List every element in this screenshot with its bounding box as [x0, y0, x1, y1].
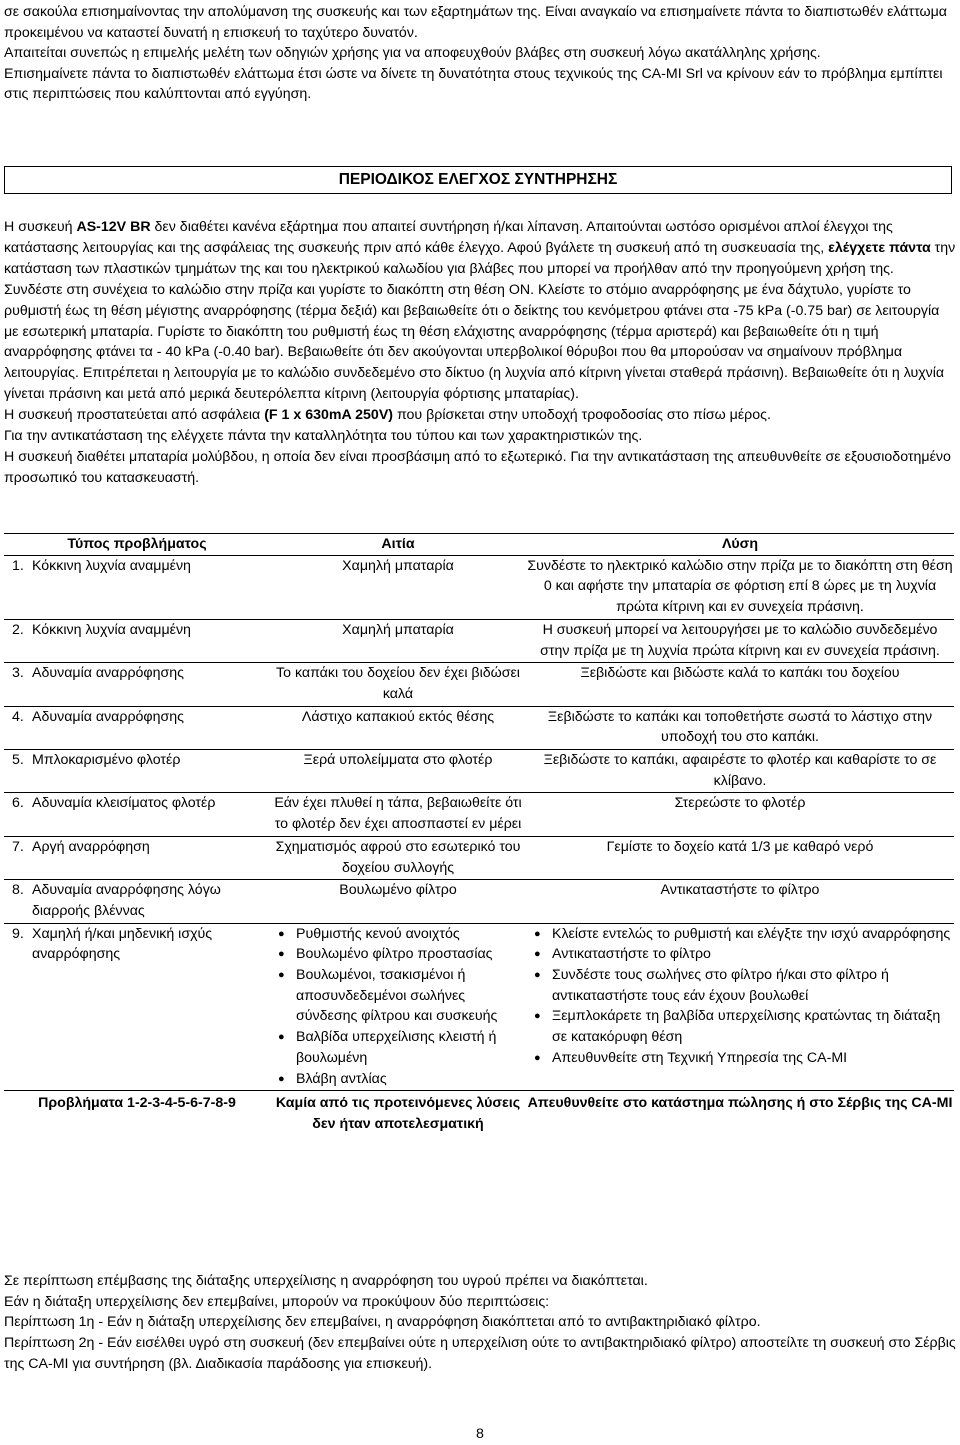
row-number: 5. — [12, 752, 24, 769]
cause-item: ● Βουλωμένο φίλτρο προστασίας — [270, 944, 526, 965]
problem-text: Αδυναμία αναρρόφησης λόγω διαρροής βλέννας — [32, 882, 221, 919]
header-problem: Τύπος προβλήματος — [4, 534, 270, 556]
outro-paragraph: Σε περίπτωση επέμβασης της διάταξης υπερχείλισης η αναρρόφηση του υγρού πρέπει να διακόπτεται. — [4, 1273, 648, 1289]
solution-item: ● Αντικαταστήστε το φίλτρο — [526, 944, 954, 965]
problem-cell — [4, 663, 270, 706]
text-span: Η συσκευή — [4, 219, 77, 235]
solution-item: ● Ξεμπλοκάρετε τη βαλβίδα υπερχείλισης κρατώντας τη διάταξη σε κατακόρυφη θέση — [526, 1006, 954, 1047]
table-row — [4, 555, 954, 619]
table-row — [4, 880, 954, 923]
problem-text: Μπλοκαρισμένο φλοτέρ — [32, 752, 181, 769]
maintenance-text — [4, 217, 956, 489]
cause-cell: Σχηματισμός αφρού στο εσωτερικό του δοχείου συλλογής — [270, 836, 526, 879]
row-number: 2. — [12, 621, 24, 638]
intro-paragraph: Επισημαίνετε πάντα το διαπιστωθέν ελάττωμα έτσι ώστε να δίνετε τη δυνατότητα στους τεχνικούς της CA-MI Srl να κρίνουν εάν το πρόβλημα εμπίπτει στις περιπτώσεις που καλύπτονται από εγγύηση. — [4, 65, 943, 102]
emphasis-text: ελέγχετε πάντα — [828, 239, 931, 256]
table-row — [4, 706, 954, 749]
cause-cell: Το καπάκι του δοχείου δεν έχει βιδώσει καλά — [270, 663, 526, 706]
solution-item: ● Κλείστε εντελώς το ρυθμιστή και ελέγξτε την ισχύ αναρρόφησης — [526, 924, 954, 945]
problem-cell — [4, 793, 270, 836]
solution-list — [526, 924, 954, 1069]
text-span: Η συσκευή προστατεύεται από ασφάλεια — [4, 407, 265, 424]
solution-cell: Αντικαταστήστε το φίλτρο — [526, 880, 954, 923]
problem-cell — [4, 836, 270, 879]
cause-item: ● Ρυθμιστής κενού ανοιχτός — [270, 924, 526, 945]
outro-paragraph: Περίπτωση 2η - Εάν εισέλθει υγρό στη συσκευή (δεν επεμβαίνει ούτε η υπερχείλιση ούτε το αντιβακτηριδιακό φίλτρο) αποστείλτε τη συσκευή στο Σέρβις της CA-MI για συντήρηση (βλ. Διαδικασία παράδοσης για επισκευή). — [4, 1335, 956, 1372]
problem-cell: Προβλήματα 1-2-3-4-5-6-7-8-9 — [38, 1095, 236, 1112]
solution-item: ● Απευθυνθείτε στη Τεχνική Υπηρεσία της CA-MI — [526, 1048, 954, 1069]
outro-paragraph: Περίπτωση 1η - Εάν η διάταξη υπερχείλισης δεν επεμβαίνει, η αναρρόφηση διακόπτεται από το αντιβακτηριδιακό φίλτρο. — [4, 1314, 761, 1331]
cause-cell: Λάστιχο καπακιού εκτός θέσης — [270, 706, 526, 749]
problem-text: Κόκκινη λυχνία αναμμένη — [32, 557, 191, 574]
intro-paragraph: σε σακούλα επισημαίνοντας την απολύμανση της συσκευής και των εξαρτημάτων της. Είναι αναγκαίο να επισημαίνετε πάντα το διαπιστωθέν ελάττωμα προκειμένου να καταστεί δυνατή η επισκευή το ταχύτερο δυνατόν. — [4, 4, 947, 41]
problem-cell — [4, 880, 270, 923]
cause-item: ● Βαλβίδα υπερχείλισης κλειστή ή βουλωμένη — [270, 1027, 526, 1068]
cause-cell: Ξερά υπολείμματα στο φλοτέρ — [270, 750, 526, 793]
row-number: 6. — [12, 795, 24, 812]
solution-item: ● Συνδέστε τους σωλήνες στο φίλτρο ή/και στο φίλτρο ή αντικαταστήστε τους εάν έχουν βουλωθεί — [526, 965, 954, 1006]
section-title: ΠΕΡΙΟΔΙΚΟΣ ΕΛΕΓΧΟΣ ΣΥΝΤΗΡΗΣΗΣ — [4, 166, 952, 194]
problem-text: Χαμηλή ή/και μηδενική ισχύς αναρρόφησης — [32, 925, 213, 963]
solution-cell: Απευθυνθείτε στο κατάστημα πώλησης ή στο Σέρβις της CA-MI — [527, 1095, 953, 1112]
troubleshooting-table — [4, 533, 954, 1136]
table-header-row — [4, 534, 954, 556]
maintenance-paragraph: Η συσκευή διαθέτει μπαταρία μολύβδου, η οποία δεν είναι προσβάσιμη από το εξωτερικό. Για την αντικατάσταση της απευθυνθείτε σε εξουσιοδοτημένο προσωπικό του κατασκευαστή. — [4, 448, 951, 486]
maintenance-paragraph — [4, 217, 956, 405]
header-cause: Αιτία — [270, 534, 526, 556]
cause-cell — [270, 923, 526, 1091]
table-row — [4, 663, 954, 706]
problem-cell — [4, 619, 270, 662]
cause-cell: Εάν έχει πλυθεί η τάπα, βεβαιωθείτε ότι το φλοτέρ δεν έχει αποσπαστεί εν μέρει — [270, 793, 526, 836]
text-span: την κατάσταση των πλαστικών τμημάτων της και του ηλεκτρικού καλωδίου για βλάβες που μπορεί να προήλθαν από την προηγούμενη χρήση της. Συνδέστε στη συνέχεια το καλώδιο στην πρίζα και γυρίστε το διακόπτη στη θέση ON. Κλείστε το στόμιο αναρρόφησης με ένα δάχτυλο, γυρίστε το ρυθμιστή έως τη θέση μέγιστης αναρρόφησης (τέρμα δεξιά) και βεβαιωθείτε ότι ο δείκτης του κενόμετρου φτάνει στα -75 kPa (-0.75 bar) σε λειτουργία με εσωτερική μπαταρία. Γυρίστε το διακόπτη του ρυθμιστή έως τη θέση ελάχιστης αναρρόφησης (τέρμα αριστερά) και βεβαιωθείτε ότι η τιμή αναρρόφησης φτάνει τα - 40 kPa (-0.40 bar). Βεβαιωθείτε ότι δεν ακούγονται υπερβολικοί θόρυβοι που θα μπορούσαν να σημαίνουν πρόβλημα λειτουργίας. Επιτρέπεται η λειτουργία με το καλώδιο συνδεδεμένο στο δίκτυο (η λυχνία από κίτρινη γίνεται σταθερά πράσινη). Βεβαιωθείτε ότι η λυχνία γίνεται πράσινη και μετά από μερικά δευτερόλεπτα κίτρινη (λειτουργία φόρτισης μπαταρίας). — [4, 239, 956, 403]
cause-cell: Χαμηλή μπαταρία — [270, 555, 526, 619]
fuse-paragraph — [4, 405, 956, 426]
solution-cell — [526, 923, 954, 1091]
table-row — [4, 619, 954, 662]
row-number: 4. — [12, 708, 24, 725]
row-number: 8. — [12, 882, 24, 899]
table-row — [4, 750, 954, 793]
table-row — [4, 793, 954, 836]
cause-cell: Καμία από τις προτεινόμενες λύσεις δεν ήταν αποτελεσματική — [275, 1095, 521, 1132]
text-span: που βρίσκεται στην υποδοχή τροφοδοσίας στο πίσω μέρος. — [393, 407, 771, 424]
problem-text: Αδυναμία κλεισίματος φλοτέρ — [32, 795, 216, 812]
table-row — [4, 836, 954, 879]
intro-paragraph: Απαιτείται συνεπώς η επιμελής μελέτη των οδηγιών χρήσης για να αποφευχθούν βλάβες στη συσκευή λόγω ακατάλληλης χρήσης. — [4, 45, 821, 61]
solution-cell: Ξεβιδώστε το καπάκι, αφαιρέστε το φλοτέρ και καθαρίστε το σε κλίβανο. — [526, 750, 954, 793]
problem-text: Αργή αναρρόφηση — [32, 838, 150, 855]
intro-text — [4, 2, 956, 105]
cause-cell: Χαμηλή μπαταρία — [270, 619, 526, 662]
page-number: 8 — [476, 1426, 484, 1442]
solution-cell: Γεμίστε το δοχείο κατά 1/3 με καθαρό νερό — [526, 836, 954, 879]
problem-text: Αδυναμία αναρρόφησης — [32, 665, 184, 682]
maintenance-paragraph: Για την αντικατάσταση της ελέγχετε πάντα την καταλληλότητα του τύπου και των χαρακτηριστικών της. — [4, 428, 643, 445]
header-solution: Λύση — [526, 534, 954, 556]
solution-cell: Στερεώστε το φλοτέρ — [526, 793, 954, 836]
cause-cell: Βουλωμένο φίλτρο — [270, 880, 526, 923]
table-row — [4, 923, 954, 1091]
row-number: 3. — [12, 665, 24, 682]
solution-cell: Συνδέστε το ηλεκτρικό καλώδιο στην πρίζα με το διακόπτη στη θέση 0 και αφήστε την μπαταρία σε φόρτιση επί 8 ώρες με τη λυχνία πρώτα κίτρινη και εν συνεχεία πράσινη. — [526, 555, 954, 619]
cause-item: ● Βουλωμένοι, τσακισμένοι ή αποσυνδεδεμένοι σωλήνες σύνδεσης φίλτρου και συσκευής — [270, 965, 526, 1027]
solution-cell: Ξεβιδώστε το καπάκι και τοποθετήστε σωστά το λάστιχο στην υποδοχή του στο καπάκι. — [526, 706, 954, 749]
cause-list — [270, 924, 526, 1090]
problem-cell — [4, 750, 270, 793]
model-name: AS-12V BR — [76, 219, 151, 235]
row-number: 7. — [12, 838, 24, 855]
solution-cell: Ξεβιδώστε και βιδώστε καλά το καπάκι του δοχείου — [526, 663, 954, 706]
problem-text: Αδυναμία αναρρόφησης — [32, 708, 184, 725]
problem-cell — [4, 923, 270, 1091]
problem-cell — [4, 706, 270, 749]
problem-cell — [4, 555, 270, 619]
text-span: δεν διαθέτει κανένα εξάρτημα που απαιτεί συντήρηση ή/και λίπανση. Απαιτούνται ωστόσο ορισμένοι απλοί έλεγχοι της κατάστασης λειτουργίας και της ασφάλειας της συσκευής πριν από κάθε έλεγχο. Αφού βγάλετε τη συσκευή από τη συσκευασία της, — [4, 219, 893, 256]
problem-text: Κόκκινη λυχνία αναμμένη — [32, 621, 191, 638]
solution-cell: Η συσκευή μπορεί να λειτουργήσει με το καλώδιο συνδεδεμένο στην πρίζα με τη λυχνία πρώτα κίτρινη και εν συνεχεία πράσινη. — [526, 619, 954, 662]
outro-text — [4, 1271, 956, 1375]
fuse-spec: (F 1 x 630mA 250V) — [264, 407, 394, 424]
row-number: 1. — [12, 557, 24, 574]
cause-item: ● Βλάβη αντλίας — [270, 1069, 526, 1090]
table-row-final — [4, 1091, 954, 1136]
row-number: 9. — [12, 925, 24, 942]
outro-paragraph: Εάν η διάταξη υπερχείλισης δεν επεμβαίνει, μπορούν να προκύψουν δύο περιπτώσεις: — [4, 1293, 550, 1310]
